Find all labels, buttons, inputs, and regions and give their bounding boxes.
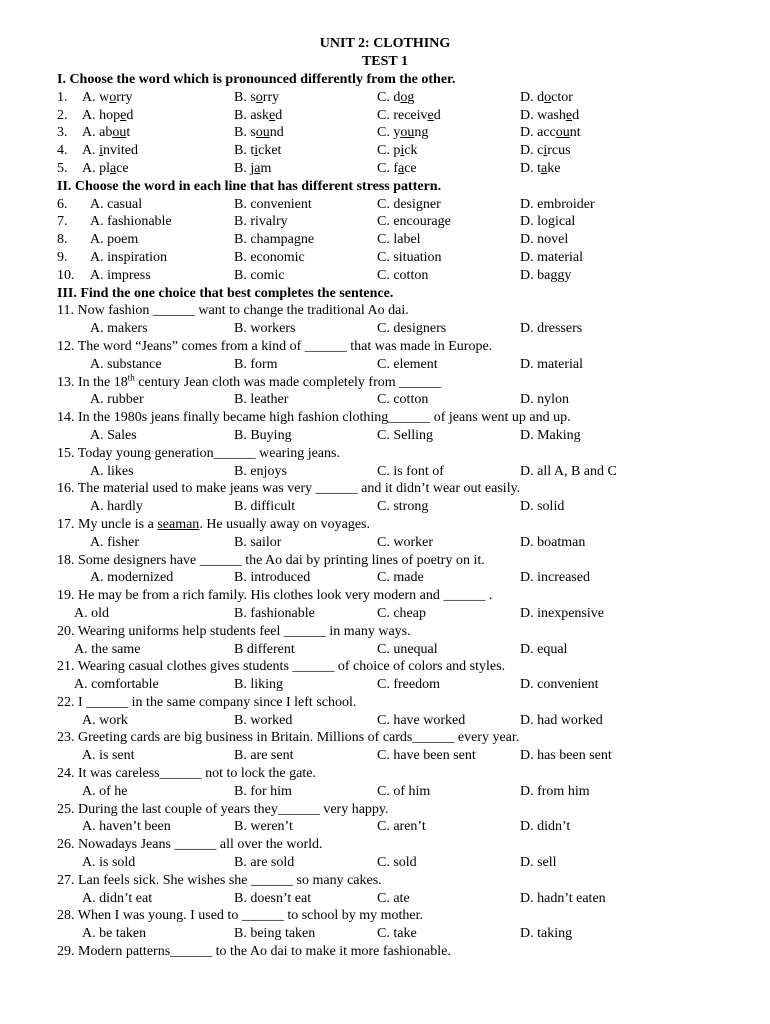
option-d: D. logical <box>520 214 576 230</box>
answer-row <box>0 925 770 943</box>
option-b: B. economic <box>234 249 305 265</box>
underlined-sound: a <box>110 160 117 176</box>
option-d: D. dressers <box>520 321 583 337</box>
option-a: A. casual <box>90 196 143 212</box>
option-b: B. form <box>234 356 278 372</box>
question-text: 22. I ______ in the same company since I left school. <box>57 694 357 710</box>
option-b: B. asked <box>234 107 283 123</box>
question-row <box>0 89 770 107</box>
option-b: B. liking <box>234 677 284 693</box>
option-a: A. work <box>82 712 128 728</box>
option-d: D. all A, B and C <box>520 463 617 479</box>
option-c: C. cotton <box>377 392 429 408</box>
option-c: C. take <box>377 926 417 942</box>
question-text: 19. He may be from a rich family. His clothes look very modern and ______ . <box>57 588 493 604</box>
worksheet-page <box>0 35 770 961</box>
question-text: 21. Wearing casual clothes gives students ______ of choice of colors and styles. <box>57 659 506 675</box>
option-d: D. embroider <box>520 196 595 212</box>
option-c: C. cheap <box>377 605 426 621</box>
question-number: 3. <box>57 125 68 141</box>
option-a: A. rubber <box>90 392 144 408</box>
answer-row <box>0 391 770 409</box>
underlined-sound: i <box>99 143 104 159</box>
answer-row <box>0 641 770 659</box>
question-row <box>0 267 770 285</box>
option-b: B. fashionable <box>234 605 315 621</box>
option-d: D. equal <box>520 641 568 657</box>
part-3-list <box>0 302 770 960</box>
underlined-sound: i <box>543 143 548 159</box>
option-a: A. inspiration <box>90 249 167 265</box>
underlined-word: seaman <box>157 516 200 532</box>
underlined-sound: e <box>427 107 434 123</box>
underlined-sound: e <box>269 107 276 123</box>
option-c: C. of him <box>377 783 431 799</box>
question-row <box>0 213 770 231</box>
option-b: B. comic <box>234 267 285 283</box>
option-a: A. hardly <box>90 499 143 515</box>
underlined-sound: i <box>400 143 405 159</box>
option-c: C. cotton <box>377 267 429 283</box>
question-number: 1. <box>57 89 68 105</box>
option-a: A. of he <box>82 783 128 799</box>
question-number: 10. <box>57 267 75 283</box>
option-b: B. for him <box>234 783 292 799</box>
option-c: C. is font of <box>377 463 444 479</box>
option-b: B. introduced <box>234 570 311 586</box>
option-b: B. difficult <box>234 499 296 515</box>
answer-row <box>0 427 770 445</box>
option-b: B. worked <box>234 712 293 728</box>
option-a: A. haven’t been <box>82 819 171 835</box>
question-text: 20. Wearing uniforms help students feel ______ in many ways. <box>57 623 411 639</box>
option-d: D. boatman <box>520 534 586 550</box>
option-c: C. Selling <box>377 427 434 443</box>
answer-row <box>0 320 770 338</box>
option-a: A. comfortable <box>74 677 159 693</box>
option-b: B. are sent <box>234 748 294 764</box>
question-text: 25. During the last couple of years they______ very happy. <box>57 801 389 817</box>
option-d: D. from him <box>520 783 590 799</box>
option-a: A. substance <box>90 356 162 372</box>
option-d: D. solid <box>520 499 565 515</box>
option-b: B. leather <box>234 392 289 408</box>
option-c: C. worker <box>377 534 433 550</box>
option-a: A. hoped <box>82 107 134 123</box>
option-d: D. nylon <box>520 392 569 408</box>
option-a: A. old <box>74 605 109 621</box>
option-d: D. material <box>520 249 583 265</box>
question-number: 4. <box>57 143 68 159</box>
option-d: D. baggy <box>520 267 572 283</box>
answer-row <box>0 498 770 516</box>
option-b: B. workers <box>234 321 296 337</box>
underlined-sound: o <box>109 89 117 105</box>
option-a: A. fashionable <box>90 214 172 230</box>
question-text: 27. Lan feels sick. She wishes she ______ so many cakes. <box>57 872 382 888</box>
question-text: 11. Now fashion ______ want to change the traditional Ao dai. <box>57 303 409 319</box>
option-c: C. strong <box>377 499 429 515</box>
underlined-sound: e <box>565 107 573 123</box>
option-b: B. ticket <box>234 143 282 159</box>
answer-row <box>0 854 770 872</box>
part-2-list <box>0 196 770 285</box>
underlined-sound: i <box>254 143 259 159</box>
underlined-sound: a <box>398 160 405 176</box>
option-a: A. fisher <box>90 534 139 550</box>
question-text: 28. When I was young. I used to ______ to school by my mother. <box>57 908 424 924</box>
option-c: C. face <box>377 160 417 176</box>
question-row <box>0 107 770 125</box>
question-row <box>0 231 770 249</box>
underlined-sound: a <box>254 160 261 176</box>
option-c: C. pick <box>377 143 418 159</box>
option-d: D. material <box>520 356 583 372</box>
answer-row <box>0 783 770 801</box>
option-d: D. increased <box>520 570 590 586</box>
option-d: D. doctor <box>520 89 573 105</box>
option-d: D. novel <box>520 232 569 248</box>
question-text: 24. It was careless______ not to lock the gate. <box>57 766 316 782</box>
option-a: A. poem <box>90 232 139 248</box>
option-b: B. sound <box>234 125 284 141</box>
option-b: B. Buying <box>234 427 292 443</box>
question-text: 18. Some designers have ______ the Ao dai by printing lines of poetry on it. <box>57 552 485 568</box>
option-c: C. sold <box>377 855 417 871</box>
question-text: 13. In the 18th century Jean cloth was made completely from ______ <box>57 371 442 390</box>
question-text: 23. Greeting cards are big business in Britain. Millions of cards______ every year. <box>57 730 520 746</box>
option-c: C. young <box>377 125 429 141</box>
question-text: 14. In the 1980s jeans finally became high fashion clothing______ of jeans went up and up. <box>57 410 571 426</box>
option-c: C. freedom <box>377 677 440 693</box>
section-1-heading: I. Choose the word which is pronounced differently from the other. <box>57 72 456 87</box>
option-c: C. aren’t <box>377 819 426 835</box>
option-a: A. makers <box>90 321 148 337</box>
option-d: D. convenient <box>520 677 599 693</box>
option-c: C. designer <box>377 196 441 212</box>
option-a: A. the same <box>74 641 141 657</box>
question-text: 29. Modern patterns______ to the Ao dai to make it more fashionable. <box>57 944 451 960</box>
part-1-list <box>0 89 770 178</box>
underlined-sound: ou <box>255 125 270 141</box>
question-text: 26. Nowadays Jeans ______ all over the world. <box>57 837 323 853</box>
option-d: D. account <box>520 125 581 141</box>
option-c: C. dog <box>377 89 415 105</box>
option-b: B different <box>234 641 295 657</box>
underlined-sound: o <box>400 89 408 105</box>
question-number: 6. <box>57 196 68 212</box>
question-number: 5. <box>57 160 68 176</box>
option-a: A. is sold <box>82 855 136 871</box>
underlined-sound: ou <box>400 125 415 141</box>
option-c: C. unequal <box>377 641 438 657</box>
underlined-sound: a <box>541 160 548 176</box>
option-d: D. has been sent <box>520 748 612 764</box>
option-b: B. sorry <box>234 89 280 105</box>
question-text: 15. Today young generation______ wearing jeans. <box>57 445 340 461</box>
answer-row <box>0 356 770 374</box>
option-c: C. situation <box>377 249 442 265</box>
question-row <box>0 160 770 178</box>
option-a: A. worry <box>82 89 133 105</box>
option-c: C. element <box>377 356 438 372</box>
question-row <box>0 142 770 160</box>
question-number: 7. <box>57 214 68 230</box>
underlined-sound: ou <box>555 125 570 141</box>
option-b: B. sailor <box>234 534 282 550</box>
option-b: B. rivalry <box>234 214 288 230</box>
option-b: B. enjoys <box>234 463 287 479</box>
option-a: A. didn’t eat <box>82 890 153 906</box>
answer-row <box>0 712 770 730</box>
option-b: B. are sold <box>234 855 295 871</box>
answer-row <box>0 890 770 908</box>
superscript: th <box>127 371 135 382</box>
option-a: A. likes <box>90 463 134 479</box>
section-2-heading: II. Choose the word in each line that has different stress pattern. <box>57 178 442 194</box>
question-text: 17. My uncle is a seaman. He usually away on voyages. <box>57 516 370 532</box>
option-d: D. take <box>520 160 561 176</box>
option-c: C. received <box>377 107 441 123</box>
section-3-heading: III. Find the one choice that best completes the sentence. <box>57 285 394 301</box>
unit-title: UNIT 2: CLOTHING <box>319 36 451 51</box>
question-row <box>0 124 770 142</box>
option-d: D. taking <box>520 926 573 942</box>
question-number: 8. <box>57 232 68 248</box>
option-d: D. didn’t <box>520 819 571 835</box>
option-a: A. modernized <box>90 570 174 586</box>
question-row <box>0 249 770 267</box>
option-c: C. ate <box>377 890 410 906</box>
option-d: D. hadn’t eaten <box>520 890 606 906</box>
underlined-sound: o <box>544 89 552 105</box>
question-text: 16. The material used to make jeans was very ______ and it didn’t wear out easily. <box>57 481 521 497</box>
option-a: A. is sent <box>82 748 135 764</box>
option-a: A. Sales <box>90 427 137 443</box>
option-b: B. champagne <box>234 232 315 248</box>
option-b: B. doesn’t eat <box>234 890 312 906</box>
question-number: 9. <box>57 249 68 265</box>
answer-row <box>0 463 770 481</box>
answer-row <box>0 605 770 623</box>
option-a: A. impress <box>90 267 151 283</box>
option-a: A. about <box>82 125 131 141</box>
option-c: C. have been sent <box>377 748 476 764</box>
option-a: A. be taken <box>82 926 147 942</box>
option-a: A. invited <box>82 143 139 159</box>
answer-row <box>0 747 770 765</box>
option-a: A. place <box>82 160 129 176</box>
option-c: C. have worked <box>377 712 466 728</box>
option-d: D. circus <box>520 143 571 159</box>
option-c: C. label <box>377 232 421 248</box>
question-row <box>0 196 770 214</box>
option-d: D. inexpensive <box>520 605 604 621</box>
option-c: C. designers <box>377 321 447 337</box>
option-c: C. made <box>377 570 424 586</box>
underlined-sound: o <box>255 89 263 105</box>
answer-row <box>0 534 770 552</box>
option-d: D. had worked <box>520 712 603 728</box>
answer-row <box>0 676 770 694</box>
answer-row <box>0 569 770 587</box>
question-text: 12. The word “Jeans” comes from a kind of ______ that was made in Europe. <box>57 338 493 354</box>
question-number: 2. <box>57 107 68 123</box>
underlined-sound: ou <box>112 125 127 141</box>
option-c: C. encourage <box>377 214 451 230</box>
option-b: B. convenient <box>234 196 312 212</box>
option-d: D. sell <box>520 855 557 871</box>
option-b: B. being taken <box>234 926 316 942</box>
option-d: D. washed <box>520 107 580 123</box>
option-b: B. jam <box>234 160 272 176</box>
answer-row <box>0 818 770 836</box>
test-title: TEST 1 <box>361 54 409 69</box>
underlined-sound: e <box>120 107 127 123</box>
option-d: D. Making <box>520 427 581 443</box>
option-b: B. weren’t <box>234 819 293 835</box>
